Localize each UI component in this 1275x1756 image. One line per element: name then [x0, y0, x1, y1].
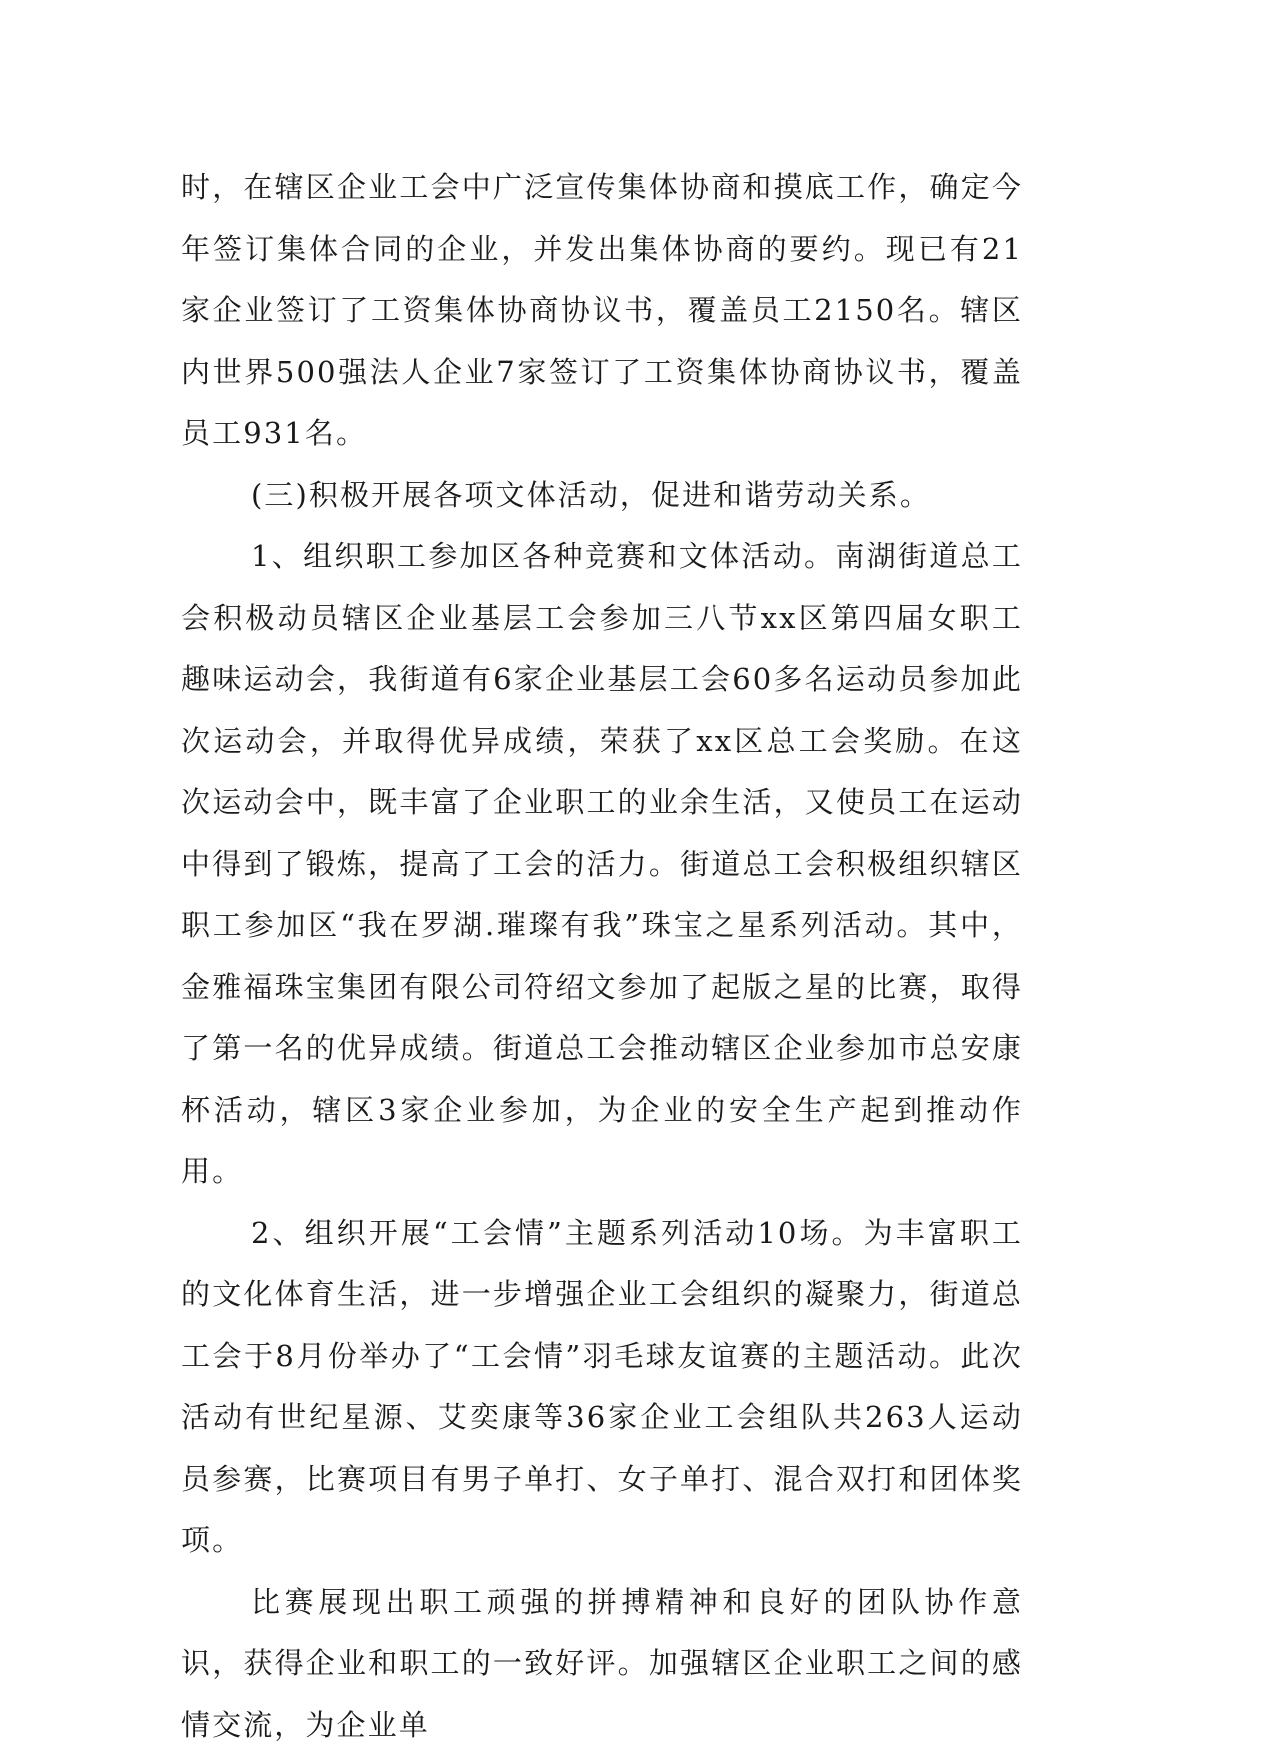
body-text	[181, 157, 1023, 1756]
paragraph-5: 比赛展现出职工顽强的拼搏精神和良好的团队协作意识，获得企业和职工的一致好评。加强辖区企业职工之间的感情交流，为企业单	[181, 1572, 1023, 1756]
paragraph-2-heading: (三)积极开展各项文体活动，促进和谐劳动关系。	[181, 465, 1023, 527]
paragraph-4: 2、组织开展“工会情”主题系列活动10场。为丰富职工的文化体育生活，进一步增强企业工会组织的凝聚力，街道总工会于8月份举办了“工会情”羽毛球友谊赛的主题活动。此次活动有世纪星源、艾奕康等36家企业工会组队共263人运动员参赛，比赛项目有男子单打、女子单打、混合双打和团体奖项。	[181, 1203, 1023, 1572]
paragraph-3: 1、组织职工参加区各种竞赛和文体活动。南湖街道总工会积极动员辖区企业基层工会参加三八节xx区第四届女职工趣味运动会，我街道有6家企业基层工会60多名运动员参加此次运动会，并取得优异成绩，荣获了xx区总工会奖励。在这次运动会中，既丰富了企业职工的业余生活，又使员工在运动中得到了锻炼，提高了工会的活力。街道总工会积极组织辖区职工参加区“我在罗湖.璀璨有我”珠宝之星系列活动。其中，金雅福珠宝集团有限公司符绍文参加了起版之星的比赛，取得了第一名的优异成绩。街道总工会推动辖区企业参加市总安康杯活动，辖区3家企业参加，为企业的安全生产起到推动作用。	[181, 526, 1023, 1203]
paragraph-1: 时，在辖区企业工会中广泛宣传集体协商和摸底工作，确定今年签订集体合同的企业，并发出集体协商的要约。现已有21家企业签订了工资集体协商协议书，覆盖员工2150名。辖区内世界500强法人企业7家签订了工资集体协商协议书，覆盖员工931名。	[181, 157, 1023, 465]
